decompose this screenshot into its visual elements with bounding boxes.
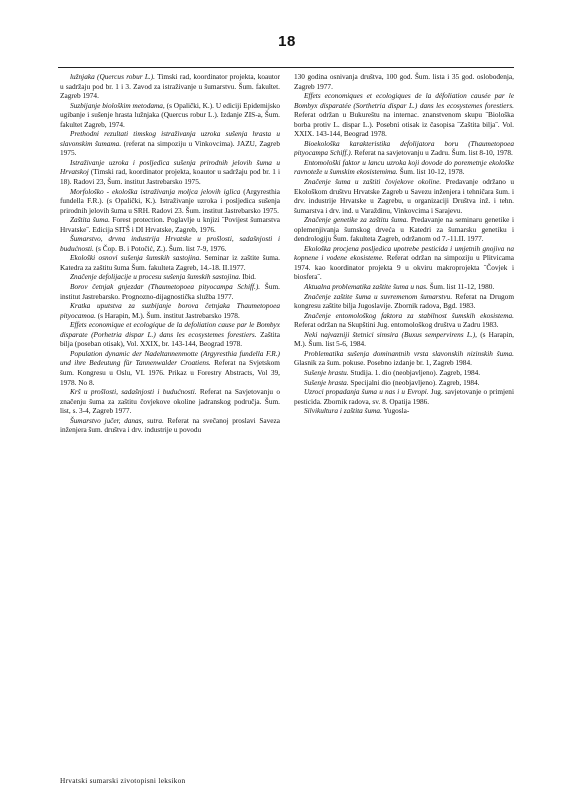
entry-title: Borov četnjak gnjezdar (Thaumetopoea pityocampa Schiff.). [70, 282, 261, 292]
entry-details: Šum. institut Jastrebarsko. Prognozno-dijagnostička služba 1977. [60, 282, 280, 301]
entry-details: 130 godina osnivanja društva, 100 god. Šum. lista i 35 god. oslobođenja, Zagreb 1977. [294, 72, 514, 91]
entry-title: Problematika sušenja dominantnih vrsta slavonskih nizinskih šuma. [304, 348, 514, 358]
entry-details: (Argyresthia fundella F.R.). (s Opalički, K.). Istraživanje uzroka i posljedica sušenja prirodnih jelovih šuma u SRH. Radovi 23. Šum. institut Jastrebarsko 1975. [60, 186, 280, 215]
entry-details: Šum. list 10-12, 1978. [397, 167, 465, 177]
entry-title: Značenje defolijacije u procesu sušenja šumskih sastojina. [70, 272, 241, 282]
bibliography-entry [294, 244, 514, 282]
entry-details: Referat na Savjetovanju o značenju šuma za zaštitu čovjekove okoline jadranskog područja. Šum. list, s. 3-4, Zagreb 1977. [60, 387, 280, 416]
entry-title: Aktualna problematika zaštite šuma u nas. [304, 282, 428, 292]
bibliography-entry [60, 101, 280, 130]
bibliography-entry [60, 187, 280, 216]
entry-title: Uzroci propadanja šuma u nas i u Evropi. [304, 387, 429, 397]
bibliography-entry [60, 387, 280, 416]
entry-details: Referat na Drugom kongresu zaštite bilja Jugoslavije. Zbornik radova, Bgd. 1983. [294, 291, 514, 311]
entry-title: Ekološka procjena posljedica upotrebe pesticida i umjetnih gnojiva na kopnene i vodene ekosisteme. [294, 243, 514, 263]
entry-details: (s Harapin, M.). Šum. list 5-6, 1984. [294, 329, 514, 349]
entry-details: Zaštita bilja (poseban otisak), Vol. XXIX, br. 143-144, Beograd 1978. [60, 329, 280, 349]
entry-title: Krš u prošlosti, sadašnjosti i budućnosti. [70, 387, 197, 397]
entry-title: Morfološko - ekološka istraživanja moljca jelovih iglica [70, 186, 241, 196]
bibliography-entry [294, 158, 514, 177]
entry-title: Silvikultura i zaštita šuma. [304, 406, 382, 416]
entry-details: Predavanje održano u Ekološkom društvu Hrvatske Zagreb u Savezu inženjera i tehničara šum. i drv. industrije Hrvatske u Zagrebu, u organizaciji Društva inž. i tehn. šumarstva i drv. ind. u Varaždinu, Vinkovcima i Sarajevu. [294, 177, 514, 215]
entry-title: Suzbijanje biološkim metodama, [70, 100, 165, 110]
entry-details: (referat na simpoziju u Vinkovcima). JAZU, Zagreb 1975. [60, 138, 280, 158]
entry-title: Šumarstvo jučer, danas, sutra. [70, 415, 164, 425]
entry-details: Referat održan u Bukureštu na internac. znanstvenom skupu ˝Biološka borba protiv L. dispar L.). Posebni otisak iz časopisa ˝Zaštita bilja˝. Vol. XXIX. 143-144, Beograd 1978. [294, 110, 514, 139]
bibliography-entry [294, 311, 514, 330]
bibliography-entry [60, 158, 280, 187]
entry-details: Referat na svečanoj proslavi Saveza inženjera šum. društva i drv. industrije u povodu [60, 415, 280, 435]
entry-details: (s Opalički, K.). U ediciji Epidemijsko ugibanje i sušenje hrasta lužnjaka (Quercus robur L.). Izdanje ZIS-a, Šum. fakultet Zagreb, 1974. [60, 100, 280, 129]
bibliography-entry [294, 139, 514, 158]
entry-details: Predavanje na seminaru genetike i oplemenjivanja šumskog drveća u Katedri za šumarsku genetiku i dendrologiju Šum. fakulteta Zagreb, održanom od 7.-11.II. 1977. [294, 215, 514, 244]
header-rule [58, 67, 514, 68]
bibliography-entry [60, 253, 280, 272]
bibliography-entry [294, 177, 514, 215]
page-number: 18 [278, 33, 296, 50]
entry-title: Ekološki osnovi sušenja šumskih sastojina. [70, 253, 202, 263]
page-footer: Hrvatski sumarski zivotopisni leksikon [60, 776, 186, 785]
entry-details: Studija. 1. dio (neobjavljeno). Zagreb, 1984. [348, 367, 481, 377]
bibliography-entry [60, 234, 280, 253]
entry-details: Šum. list 11-12, 1980. [427, 282, 495, 292]
entry-title: Effets economiques et ecologiques de la défoliation causée par le Bombyx disparatée (Sorthetria dispar L.) dans les ecosystemes forestiers. [294, 91, 514, 110]
bibliography-entry [60, 349, 280, 387]
bibliography-entry [294, 387, 514, 406]
bibliography-entry [294, 330, 514, 349]
right-column [294, 72, 514, 762]
entry-details: Referat održan na Skupštini Jug. entomološkog društva u Zadru 1983. [294, 320, 499, 330]
entry-title: Značenje entomološkog faktora za stabilnost šumskih ekosistema. [304, 310, 514, 320]
entry-title: Šumarstvo, drvna industrija Hrvatske u prošlosti, sadašnjosti i budućnosti. [60, 234, 280, 253]
entry-title: Effets economique et ecologique de la defoliation cause par le Bombyx disparate (Porhetria dispar L.) dans les ecosystemes forestiers. [60, 320, 280, 339]
entry-title: Istraživanje uzroka i posljedica sušenja prirodnih jelovih šuma u Hrvatskoj [60, 157, 280, 177]
entry-details: Referat održan na simpoziju u Plitvicama 1974. kao koordinator projekta 9 u okviru makroprojekta ˝Čovjek i biosfera˝. [294, 253, 514, 282]
entry-details: Glasnik za šum. pokuse. Posebno izdanje br. 1, Zagreb 1984. [294, 358, 472, 368]
bibliography-entry [294, 72, 514, 91]
entry-details: (s Harapin, M.). Šum. institut Jastrebarsko 1978. [95, 310, 240, 320]
entry-details: Referat na savjetovanju u Zadru. Šum. list 8-10, 1978. [352, 148, 513, 158]
entry-details: Forest protection. Poglavlje u knjizi ˝Povijest šumarstva Hrvatske˝. Edicija SITŠ i DI Hrvatske, Zagreb, 1976. [60, 215, 280, 234]
entry-title: Značenje genetike za zaštitu šuma. [304, 215, 409, 225]
bibliography-entry [294, 406, 514, 416]
entry-details: Referat na Svjetskom šum. Kongresu u Oslu, VI. 1976. Prikaz u Forestry Abstracts, Vol 39, 1978. No 8. [60, 358, 280, 387]
entry-title: Sušenje hrastu. [304, 367, 349, 377]
bibliography-entry [294, 91, 514, 139]
entry-title: Entomološki faktor u lancu uzroka koji dovode do poremetnje ekološke ravnoteže u šumskim ekosistemima. [294, 157, 514, 177]
entry-title: Kratka uputstva za suzbijanje borova četnjaka Thaumetopoea pityocamoa. [60, 301, 280, 320]
entry-title: Bioekološka karakteristika defolijatora boru (Thaumetopoea pityocampa Schiff.). [294, 138, 514, 158]
bibliography-entry [294, 378, 514, 388]
bibliography-entry [294, 282, 514, 292]
entry-title: Zaštita šuma. [70, 215, 110, 225]
entry-details: Ibid. [240, 272, 256, 282]
entry-title: Sušenje hrasta. [304, 377, 349, 387]
entry-title: Značenje zaštite šuma u suvremenom šumarstvu. [304, 291, 453, 301]
entry-details: Timski rad, koordinator projekta, koautor u sadržaju pod br. 1 i 3. Zavod za istraživanje u šumarstvu. Šum. fakultet. Zagreb 1974. [60, 72, 280, 101]
bibliography-entry [294, 215, 514, 244]
bibliography-entry [60, 215, 280, 234]
bibliography-entry [60, 129, 280, 158]
bibliography-entry [294, 368, 514, 378]
bibliography-entry [60, 416, 280, 435]
entry-title: Population dynamic der Nadeltannenmotte (Argyresthia fundella F.R.) und ihre Bedeutung für Tannenwalder Croatiens. [60, 348, 280, 368]
entry-title: lužnjaka (Quercus robur L.). [70, 72, 155, 81]
bibliography-entry [294, 292, 514, 311]
entry-title: Neki najvazniji štetnici simsira (Buxus sempervirens L.), [304, 329, 477, 339]
bibliography-entry [60, 320, 280, 349]
left-column [60, 72, 280, 762]
bibliography-entry [60, 282, 280, 301]
entry-details: Yugosla- [381, 406, 410, 416]
bibliography-entry [60, 72, 280, 101]
entry-details: Specijalni dio (neobjavljeno). Zagreb, 1984. [348, 377, 480, 387]
entry-details: (s Čop. B. i Potočić, Z.). Šum. list 7-9, 1976. [93, 243, 227, 253]
bibliography-entry [60, 301, 280, 320]
entry-details: Seminar iz zaštite šuma. Katedra za zaštitu šuma Šum. fakulteta Zagreb, 14.-18. II.1977. [60, 253, 280, 272]
bibliography-entry [294, 349, 514, 368]
bibliography-entry [60, 272, 280, 282]
entry-details: Jug. savjetovanje o primjeni pesticida. Zbornik radova, sv. 8. Opatija 1986. [294, 387, 514, 406]
entry-title: Prethodni rezultati timskog istraživanja uzroka sušenja hrasta u slavonskim šumama. [60, 129, 280, 148]
entry-details: (Timski rad, koordinator projekta, koautor u sadržaju pod br. 1 i 18). Radovi 23, Šum. institut Jastrebarsko 1975. [60, 167, 280, 187]
entry-title: Značenje šuma u zaštiti čovjekove okoline. [304, 177, 442, 187]
